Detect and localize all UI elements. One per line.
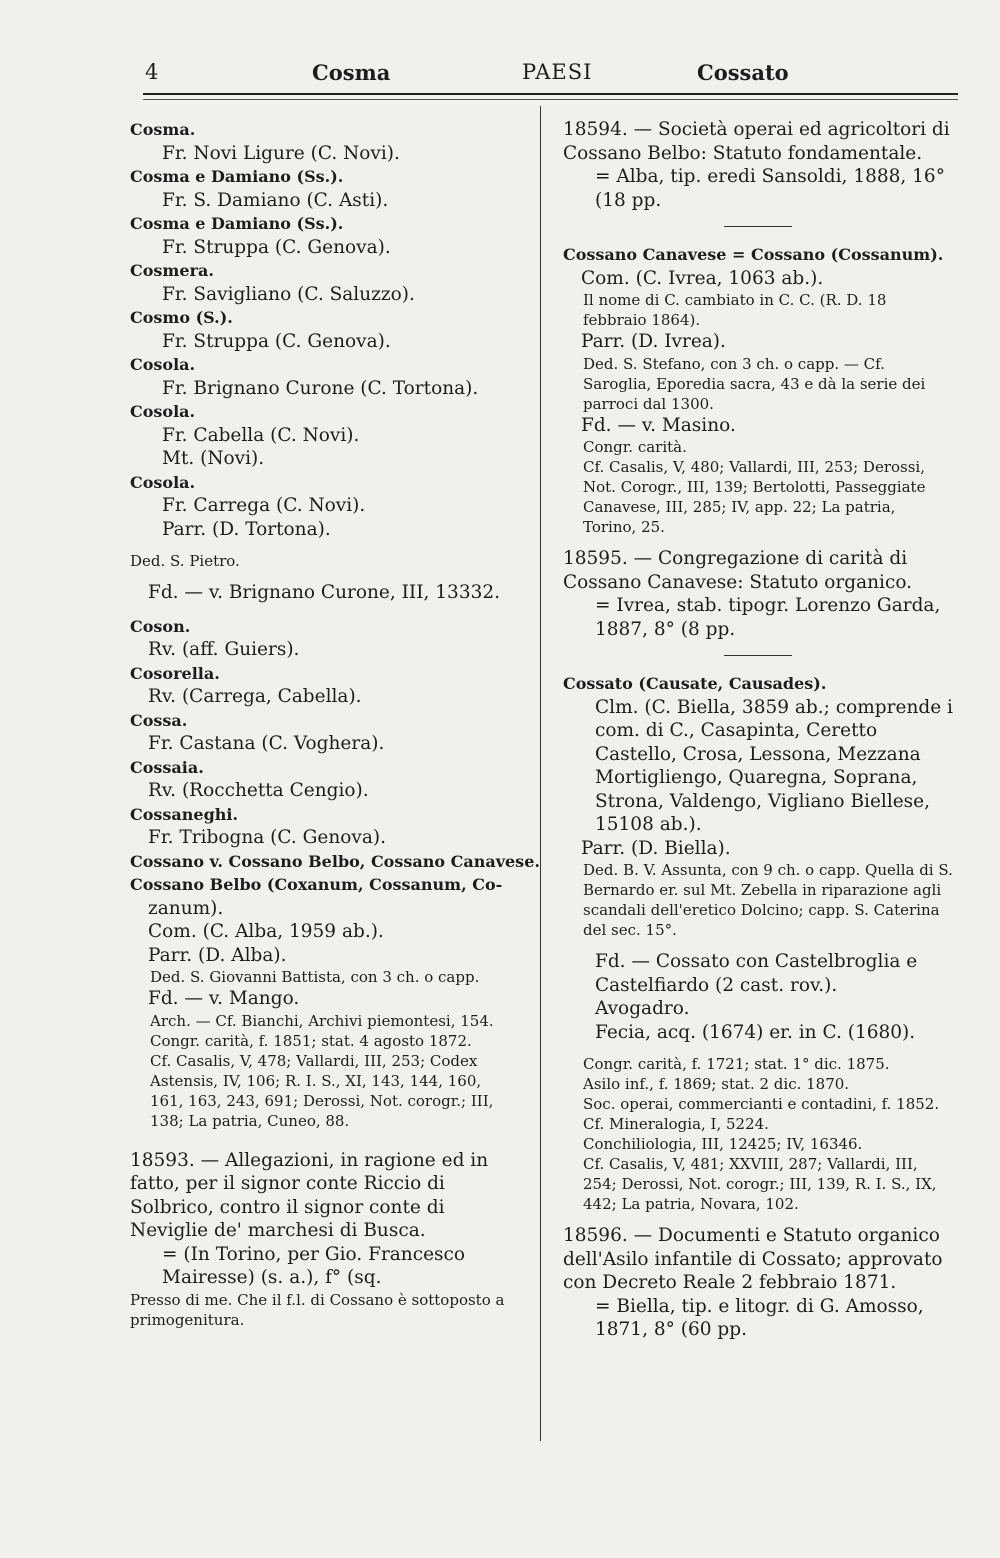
entry-heading: Cossato (Causate, Causades).: [563, 674, 827, 693]
entry-text: Fd. — v. Masino.: [581, 414, 736, 436]
entry-text: Avogadro.: [595, 998, 690, 1019]
spacer: [130, 541, 510, 551]
entry-text: Fr. Novi Ligure (C. Novi).: [162, 142, 400, 164]
entry-heading: Cossano v. Cossano Belbo, Cossano Canavese.: [130, 851, 540, 871]
entry-text: Com. (C. Alba, 1959 ab.).: [148, 921, 384, 942]
entry-text: Congr. carità, f. 1721; stat. 1° dic. 1875.: [583, 1055, 890, 1073]
entry-text: Parr. (D. Tortona).: [162, 518, 331, 540]
entry-text: Asilo inf., f. 1869; stat. 2 dic. 1870.: [583, 1075, 850, 1093]
entry-text: Parr. (D. Ivrea).: [581, 331, 726, 352]
page-header: [0, 60, 1000, 94]
entry-heading: Cosola.: [130, 402, 196, 421]
entry-heading: Cosola.: [130, 355, 196, 374]
entry-heading: Cossano Canavese = Cossano (Cossanum).: [563, 245, 944, 264]
entry-text: Fr. Struppa (C. Genova).: [162, 330, 391, 352]
entry-text: Cf. Casalis, V, 480; Vallardi, III, 253; Derossi, Not. Corogr., III, 139; Bertolotti, Passeggiate Canavese, III, 285; IV, app. 22; La patria, Torino, 25.: [583, 458, 926, 536]
entry-separator: [724, 655, 792, 656]
entry-text: Ded. S. Giovanni Battista, con 3 ch. o capp.: [150, 968, 480, 986]
entry-text: 18596. — Documenti e Statuto organico dell'Asilo infantile di Cossato; approvato con Decreto Reale 2 febbraio 1871.: [563, 1225, 943, 1293]
entry-text: Fecia, acq. (1674) er. in C. (1680).: [595, 1021, 916, 1043]
entry-text: Fr. S. Damiano (C. Asti).: [162, 189, 389, 211]
entry-text: Il nome di C. cambiato in C. C. (R. D. 18 febbraio 1864).: [583, 291, 887, 329]
entry-text: Fr. Struppa (C. Genova).: [162, 236, 391, 258]
entry-heading: Cosma.: [130, 120, 196, 139]
header-rule: [143, 93, 958, 95]
entry-heading: Cossaneghi.: [130, 804, 239, 824]
entry-text: Conchiliologia, III, 12425; IV, 16346.: [583, 1135, 863, 1153]
entry-text: Fd. — v. Brignano Curone, III, 13332.: [148, 582, 501, 603]
entry-heading: Cossa.: [130, 710, 188, 730]
entry-text: Rv. (Carrega, Cabella).: [148, 686, 362, 707]
entry-text: Cf. Casalis, V, 478; Vallardi, III, 253; Codex Astensis, IV, 106; R. I. S., XI, 143, 144, 160, 161, 163, 243, 691; Derossi, Not. corogr.; III, 138; La patria, Cuneo, 88.: [150, 1051, 494, 1130]
entry-text: = Alba, tip. eredi Sansoldi, 1888, 16° (18 pp.: [595, 166, 945, 211]
entry-text: Congr. carità.: [583, 438, 687, 456]
entry-text: Soc. operai, commercianti e contadini, f. 1852.: [583, 1095, 940, 1113]
entry-text: Fr. Carrega (C. Novi).: [162, 495, 366, 516]
entry-text: Com. (C. Ivrea, 1063 ab.).: [581, 267, 824, 289]
entry-text: Fr. Tribogna (C. Genova).: [148, 827, 386, 848]
entry-text: Cf. Casalis, V, 481; XXVIII, 287; Vallardi, III, 254; Derossi, Not. corogr.; III, 139, R. I. S., IX, 442; La patria, Novara, 102.: [583, 1155, 937, 1213]
spacer: [563, 940, 953, 950]
entry-text: 18593. — Allegazioni, in ragione ed in fatto, per il signor conte Riccio di Solbrico, contro il signor conte di Neviglie de' marchesi di Busca.: [130, 1149, 489, 1241]
entry-heading: Cosorella.: [130, 663, 220, 683]
left-column: [130, 118, 540, 1330]
entry-heading: Cosma e Damiano (Ss.).: [130, 214, 344, 233]
entry-heading: Cosmo (S.).: [130, 308, 233, 327]
entry-text: 18594. — Società operai ed agricoltori di Cossano Belbo: Statuto fondamentale.: [563, 119, 950, 164]
entry-text: = (In Torino, per Gio. Francesco Mairesse) (s. a.), f° (sq.: [162, 1243, 466, 1288]
entry-text: Fd. — Cossato con Castelbroglia e Castelfiardo (2 cast. rov.).: [595, 951, 918, 996]
entry-text: Fd. — v. Mango.: [148, 988, 300, 1009]
spacer: [130, 1131, 510, 1149]
entry-text: Mt. (Novi).: [162, 448, 265, 469]
header-right-term: Cossato: [697, 60, 789, 85]
entry-heading: Cosma e Damiano (Ss.).: [130, 167, 344, 186]
entry-text: Clm. (C. Biella, 3859 ab.; comprende i com. di C., Casapinta, Ceretto Castello, Crosa, Lessona, Mezzana Mortigliengo, Quaregna, Soprana, Strona, Valdengo, Vigliano Biellese, 15108 ab.).: [595, 696, 953, 835]
entry-heading: Cosola.: [130, 472, 196, 492]
entry-text: Ded. S. Pietro.: [130, 552, 240, 570]
entry-text: Rv. (aff. Guiers).: [148, 639, 300, 660]
entry-text: Presso di me. Che il f.l. di Cossano è sottoposto a primogenitura.: [130, 1290, 505, 1329]
entry-text: Rv. (Rocchetta Cengio).: [148, 780, 369, 801]
entry-text: Congr. carità, f. 1851; stat. 4 agosto 1872.: [150, 1031, 472, 1050]
spacer: [130, 605, 510, 615]
entry-separator: [724, 226, 792, 227]
entry-heading: Coson.: [130, 616, 191, 636]
entry-text: Parr. (D. Alba).: [148, 944, 287, 966]
spacer: [563, 1214, 953, 1224]
entry-text: Arch. — Cf. Bianchi, Archivi piemontesi, 154.: [150, 1011, 494, 1030]
spacer: [563, 537, 953, 547]
entry-text: = Biella, tip. e litogr. di G. Amosso, 1871, 8° (60 pp.: [595, 1295, 924, 1340]
entry-heading: Cossano Belbo (Coxanum, Cossanum, Co-: [130, 875, 503, 894]
column-divider: [540, 106, 541, 1441]
entry-text: Fr. Brignano Curone (C. Tortona).: [162, 377, 479, 399]
entry-text: zanum).: [148, 897, 224, 919]
entry-heading: Cossaia.: [130, 757, 204, 777]
page-number: 4: [145, 60, 159, 84]
header-section: PAESI: [522, 60, 593, 84]
entry-text: Ded. B. V. Assunta, con 9 ch. o capp. Quella di S. Bernardo er. sul Mt. Zebella in riparazione agli scandali dell'eretico Dolcino; capp. S. Caterina del sec. 15°.: [583, 861, 953, 939]
entry-text: = Ivrea, stab. tipogr. Lorenzo Garda, 1887, 8° (8 pp.: [595, 595, 941, 640]
entry-text: Ded. S. Stefano, con 3 ch. o capp. — Cf. Saroglia, Eporedia sacra, 43 e dà la serie dei parroci dal 1300.: [583, 354, 926, 413]
spacer: [563, 1044, 953, 1054]
entry-text: 18595. — Congregazione di carità di Cossano Canavese: Statuto organico.: [563, 548, 913, 593]
entry-text: Fr. Castana (C. Voghera).: [148, 733, 385, 754]
entry-text: Cf. Mineralogia, I, 5224.: [583, 1115, 769, 1133]
entry-text: Fr. Savigliano (C. Saluzzo).: [162, 283, 415, 305]
entry-text: Parr. (D. Biella).: [581, 837, 731, 859]
entry-heading: Cosmera.: [130, 261, 214, 280]
entry-text: Fr. Cabella (C. Novi).: [162, 424, 360, 446]
right-column: [563, 118, 953, 1342]
header-left-term: Cosma: [312, 60, 391, 85]
spacer: [130, 571, 510, 581]
header-rule-thin: [143, 99, 958, 100]
